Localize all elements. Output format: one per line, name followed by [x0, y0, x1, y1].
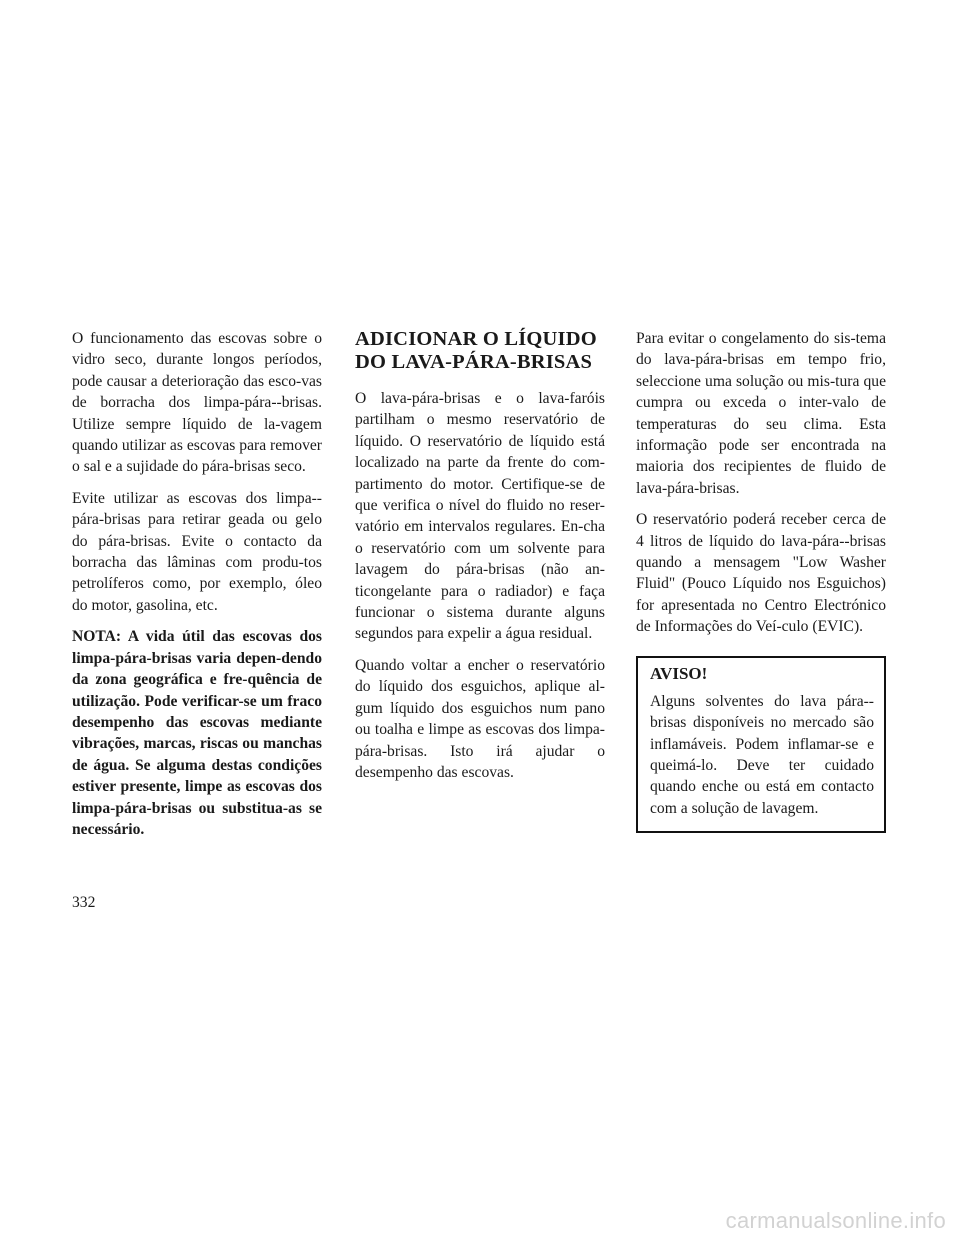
warning-title: AVISO!: [650, 663, 708, 683]
watermark: carmanualsonline.info: [725, 1208, 946, 1233]
page-number: 332: [72, 894, 96, 911]
left-column: [72, 328, 322, 850]
refill-reservoir-paragraph: Quando voltar a encher o reservatório do líquido dos esguichos, aplique al-gum líquido dos esguichos num pano ou toalha e limpe as escovas dos limpa-pára-brisas. Isto irá ajudar o desempenho das escovas.: [355, 656, 605, 781]
section-heading: ADICIONAR O LÍQUIDO DO LAVA-PÁRA-BRISAS: [355, 328, 597, 373]
wiper-frost-paragraph: Evite utilizar as escovas dos limpa--pára-brisas para retirar geada ou gelo do pára-brisas. Evite o contacto da borracha das lâminas com produ-tos petrolíferos como, por exemplo, óleo do motor, gasolina, etc.: [72, 489, 322, 614]
wiper-dry-glass-paragraph: O funcionamento das escovas sobre o vidro seco, durante longos períodos, pode causar a deterioração das esco-vas de borracha dos limpa-pára--brisas. Utilize sempre líquido de la-vagem quando utilizar as escovas para remover o sal e a sujidade do pára-brisas seco.: [72, 330, 322, 476]
reservoir-capacity-paragraph: O reservatório poderá receber cerca de 4 litros de líquido do lava-pára--brisas quando a mensagem "Low Washer Fluid" (Pouco Líquido nos Esguichos) for apresentada no Centro Electrónico de Informações do Veí-culo (EVIC).: [636, 511, 886, 636]
freeze-protection-paragraph: Para evitar o congelamento do sis-tema do lava-pára-brisas em tempo frio, seleccione uma solução ou mis-tura que cumpra ou exceda o inter-valo de temperaturas do seu clima. Esta informação pode ser encontrada na maioria dos recipientes de fluido de lava-pára-brisas.: [636, 330, 886, 497]
washer-reservoir-paragraph: O lava-pára-brisas e o lava-faróis partilham o mesmo reservatório de líquido. O reservatório de líquido está localizado na parte da frente do com-partimento do motor. Certifique-se de que verifica o nível do fluido no reser-vatório em intervalos regulares. En-cha o reservatório com um solvente para lavagem do pára-brisas (não an-ticongelante para o radiador) e faça funcionar o sistema durante alguns segundos para expelir a água residual.: [355, 390, 605, 643]
middle-column: [355, 328, 605, 793]
right-column: [636, 328, 886, 833]
wiper-blade-life-note: NOTA: A vida útil das escovas dos limpa-pára-brisas varia depen-dendo da zona geográfica e fre-quência de utilização. Pode verificar-se um fraco desempenho das escovas mediante vibrações, marcas, riscas ou manchas de água. Se alguma destas condições estiver presente, limpe as escovas dos limpa-pára-brisas ou substitua-as se necessário.: [72, 628, 322, 838]
warning-text: Alguns solventes do lava pára--brisas disponíveis no mercado são inflamáveis. Podem inflamar-se e queimá-lo. Deve ter cuidado quando enche ou está em contacto com a solução de lavagem.: [650, 692, 874, 817]
warning-box: [636, 656, 886, 833]
